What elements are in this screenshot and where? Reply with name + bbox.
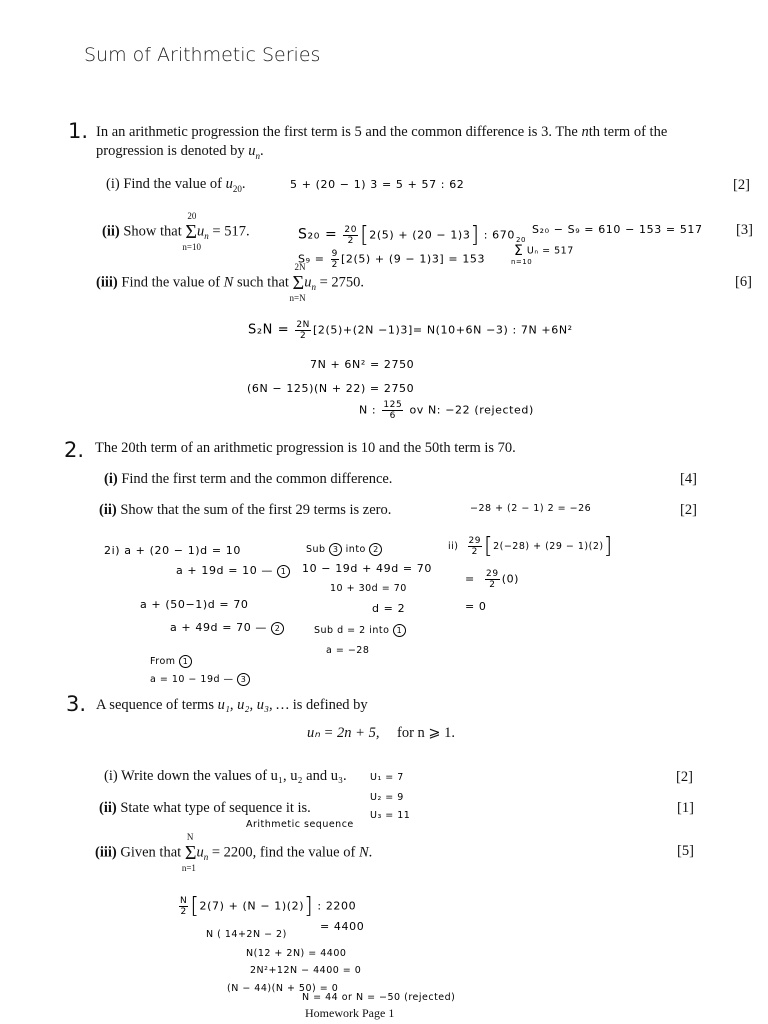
q2-working-r1: ii) $\frac{29}{2}$ [2(−28) + (29 − 1)(2)] xyxy=(448,534,613,559)
q3-i-working-3: U₃ = 11 xyxy=(370,810,411,821)
q1-ii-working-c: S₉ = $\frac{9}{2}$ [2(5) + (9 − 1)3] = 153 xyxy=(298,249,486,270)
q2-working-m3: 10 + 30d = 70 xyxy=(330,583,407,594)
q2-working-top: −28 + (2 − 1) 2 = −26 xyxy=(470,503,592,514)
q3-iii-working-5: (N − 44)(N + 50) = 0 xyxy=(227,983,339,994)
q3-iii-working-2-result: = 4400 xyxy=(320,920,365,933)
q1-i-mark: [2] xyxy=(733,177,750,193)
question-2-number: 2. xyxy=(64,438,85,462)
q2-working-l1: 2i) a + (20 − 1)d = 10 xyxy=(104,544,241,557)
q3-iii-working-6: N = 44 or N = −50 (rejected) xyxy=(302,992,456,1003)
q1-i-working: 5 + (20 − 1) 3 = 5 + 57 : 62 xyxy=(290,178,465,191)
q2-working-m1: Sub 3 into 2 xyxy=(306,543,382,556)
question-1-text-line2: progression is denoted by $u_n$. xyxy=(96,143,264,161)
q2-working-l3: a + (50−1)d = 70 xyxy=(140,598,249,611)
q1-iii-working-4: N : $\frac{125}{6}$ ov N: −22 (rejected) xyxy=(359,400,534,421)
q2-working-r3: = 0 xyxy=(465,600,487,613)
q3-i-working-2: U₂ = 9 xyxy=(370,792,404,803)
q3-iii-working-3: N(12 + 2N) = 4400 xyxy=(246,948,347,959)
q2-i-mark: [4] xyxy=(680,471,697,487)
q3-iii-working-2: N ( 14+2N − 2) xyxy=(206,929,287,940)
q3-formula: uₙ = 2n + 5, xyxy=(307,725,380,741)
question-1-number: 1. xyxy=(68,119,89,143)
question-2-text: The 20th term of an arithmetic progression is 10 and the 50th term is 70. xyxy=(95,440,516,456)
q3-i-working-1: U₁ = 7 xyxy=(370,772,404,783)
q1-ii-working-d: Σ 20 n=10 Uₙ = 517 xyxy=(511,236,574,266)
q2-working-m4: d = 2 xyxy=(372,602,406,615)
sigma-symbol: Σ 2N n=N xyxy=(289,262,306,303)
q1-part-iii: (iii) Find the value of N such that Σ 2N n=N $u_n = 2750$. xyxy=(96,262,364,303)
question-1-text-line1: In an arithmetic progression the first term is 5 and the common difference is 3. The nth term of the xyxy=(96,124,668,140)
q3-part-i: (i) Write down the values of u₁, u₂ and u₃. xyxy=(104,768,347,784)
q2-part-i: (i) Find the first term and the common difference. xyxy=(104,471,393,487)
question-3-text: A sequence of terms u₁, u₂, u₃, … is defined by xyxy=(96,697,368,713)
q3-part-ii: (ii) State what type of sequence it is. xyxy=(99,800,311,816)
q3-formula-condition: for n ⩾ 1. xyxy=(397,725,456,741)
q2-working-r2: = $\frac{29}{2}$ (0) xyxy=(465,569,520,590)
q1-ii-working-a: S₂₀ = $\frac{20}{2}$ [2(5) + (20 − 1)3] : 670 xyxy=(298,223,515,248)
q1-iii-working-3: (6N − 125)(N + 22) = 2750 xyxy=(247,382,415,395)
sigma-symbol: Σ N n=1 xyxy=(181,832,197,873)
q2-working-m2: 10 − 19d + 49d = 70 xyxy=(302,562,432,575)
q3-iii-working-1: $\frac{N}{2}$ [2(7) + (N − 1)(2)] : 2200 xyxy=(180,894,357,919)
sigma-symbol: Σ 20 n=10 xyxy=(182,211,201,252)
q2-part-ii: (ii) Show that the sum of the first 29 terms is zero. xyxy=(99,502,392,518)
q1-ii-working-b: S₂₀ − S₉ = 610 − 153 = 517 xyxy=(532,223,703,236)
q2-working-l5: From 1 xyxy=(150,655,192,668)
q3-part-iii: (iii) Given that Σ N n=1 $u_n = 2200$, find the value of N. xyxy=(95,832,373,873)
question-3-number: 3. xyxy=(66,692,87,716)
q3-ii-working: Arithmetic sequence xyxy=(246,819,354,830)
q3-i-mark: [2] xyxy=(676,769,693,785)
q1-iii-working-2: 7N + 6N² = 2750 xyxy=(310,358,415,371)
q2-working-l4: a + 49d = 70 — 2 xyxy=(170,621,284,635)
q3-iii-mark: [5] xyxy=(677,843,694,859)
q1-ii-mark: [3] xyxy=(736,222,753,238)
q1-iii-mark: [6] xyxy=(735,274,752,290)
q1-part-ii: (ii) Show that Σ 20 n=10 $u_n = 517$. xyxy=(102,211,250,252)
q3-iii-working-4: 2N²+12N − 4400 = 0 xyxy=(250,965,362,976)
q2-ii-mark: [2] xyxy=(680,502,697,518)
page-title: Sum of Arithmetic Series xyxy=(84,44,321,66)
q2-working-m5: Sub d = 2 into 1 xyxy=(314,624,406,637)
q2-working-l6: a = 10 − 19d — 3 xyxy=(150,673,250,686)
q3-ii-mark: [1] xyxy=(677,800,694,816)
page-footer: Homework Page 1 xyxy=(305,1006,395,1020)
q2-working-l2: a + 19d = 10 — 1 xyxy=(176,564,290,578)
q1-part-i: (i) Find the value of $u_{20}$. xyxy=(106,176,246,194)
q2-working-m6: a = −28 xyxy=(326,645,370,656)
q1-iii-working-1: S₂N = $\frac{2N}{2}$ [2(5)+(2N −1)3]= N(10+6N −3) : 7N +6N² xyxy=(248,320,573,341)
